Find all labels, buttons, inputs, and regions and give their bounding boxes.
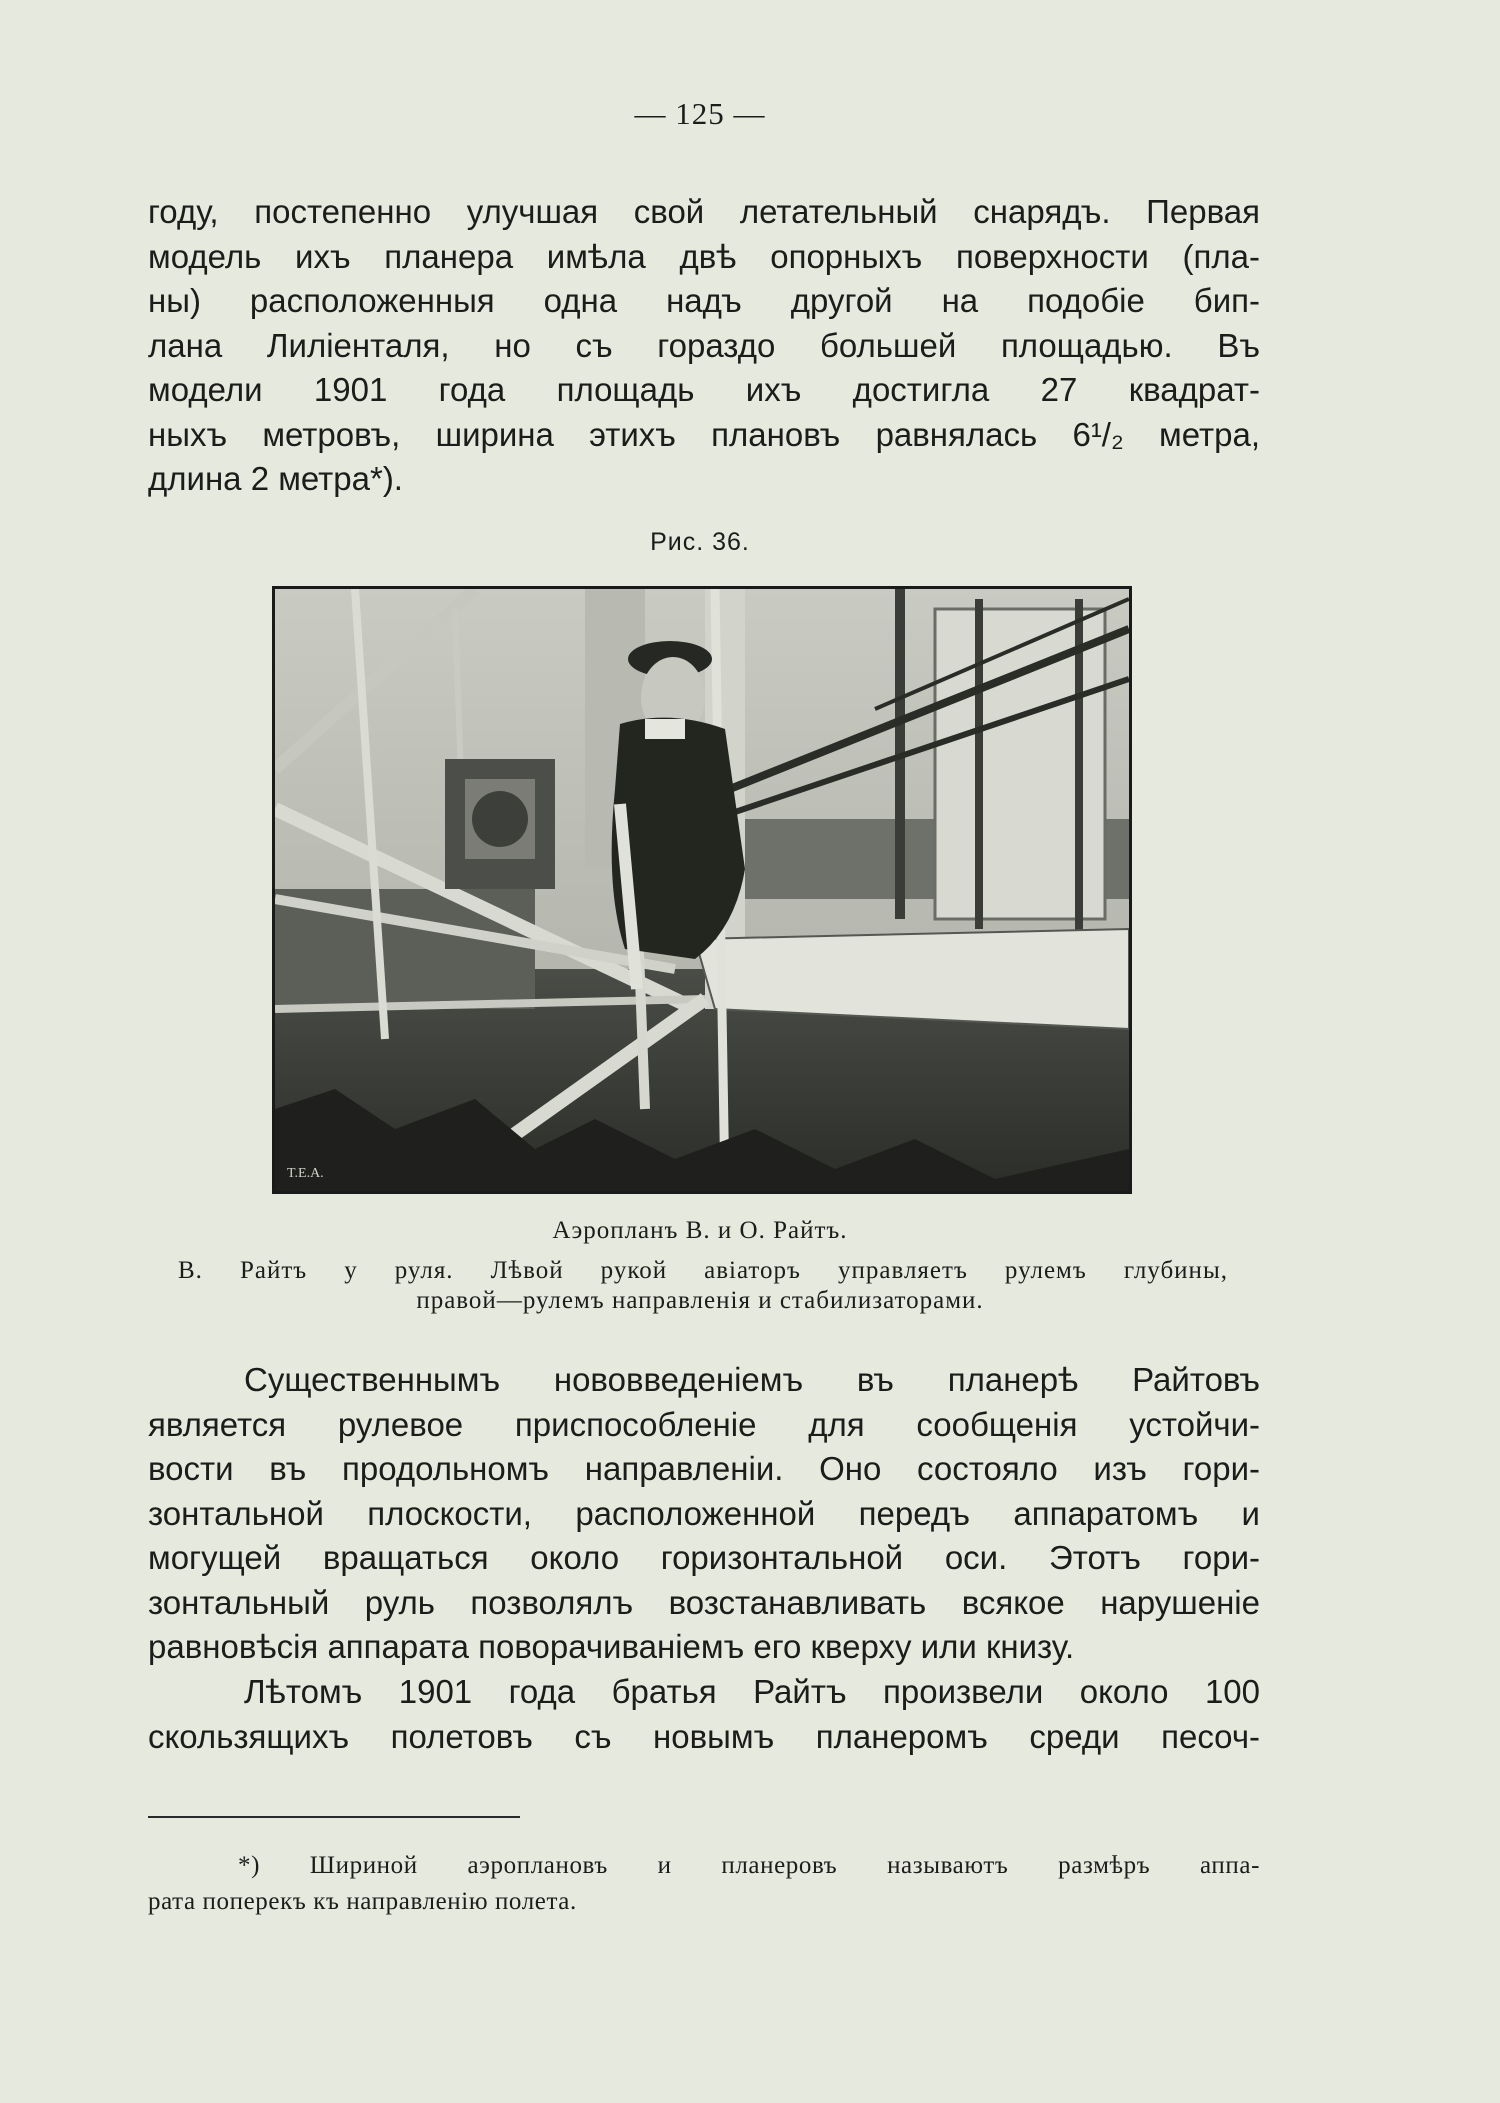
paragraph-3 [148,1670,1260,1759]
text-line: является рулевое приспособленіе для сообщенія устойчи- [148,1405,1260,1443]
wright-aeroplane-photo [275,589,1129,1191]
text-line: Лѣтомъ 1901 года братья Райтъ произвели около 100 [244,1673,1260,1710]
figure-label: Рис. 36. [650,528,750,556]
text-line: ныхъ метровъ, ширина этихъ плановъ равнялась 6¹/₂ метра, [148,415,1260,453]
figure-caption-line: правой—рулемъ направленія и стабилизаторами. [416,1287,984,1314]
text-line: Существеннымъ нововведеніемъ въ планерѣ Райтовъ [244,1361,1260,1398]
footnote-line: *) Шириной аэроплановъ и планеровъ называютъ размѣръ аппа- [238,1852,1260,1879]
figure-caption-line: В. Райтъ у руля. Лѣвой рукой авіаторъ управляетъ рулемъ глубины, [178,1257,1228,1284]
footnote-line: рата поперекъ къ направленію полета. [148,1888,577,1915]
figure-caption-title: Аэропланъ В. и О. Райтъ. [552,1217,848,1244]
text-line: году, постепенно улучшая свой летательный снарядъ. Первая [148,193,1260,230]
text-line: длина 2 метра*). [148,460,403,497]
page-number: — 125 — [634,96,766,131]
svg-text:T.E.A.: T.E.A. [287,1166,324,1181]
text-line: зонтальный руль позволялъ возстанавливать всякое нарушеніе [148,1583,1260,1621]
text-line: скользящихъ полетовъ съ новымъ планеромъ среди песоч- [148,1717,1260,1755]
text-line: вости въ продольномъ направленіи. Оно состояло изъ гори- [148,1450,1260,1487]
paragraph-1 [148,190,1260,502]
text-line: равновѣсія аппарата поворачиваніемъ его кверху или книзу. [148,1628,1075,1665]
text-line: лана Лиліенталя, но съ гораздо большей площадью. Въ [148,326,1260,364]
footnote [148,1848,1260,1920]
text-line: модели 1901 года площадь ихъ достигла 27 квадрат- [148,371,1260,408]
paragraph-2 [148,1358,1260,1670]
text-line: зонтальной плоскости, расположенной передъ аппаратомъ и [148,1494,1260,1532]
text-line: могущей вращаться около горизонтальной оси. Этотъ гори- [148,1539,1260,1576]
figure-photo [272,586,1132,1194]
text-line: ны) расположенныя одна надъ другой на подобіе бип- [148,282,1260,319]
text-line: модель ихъ планера имѣла двѣ опорныхъ поверхности (пла- [148,237,1260,275]
footnote-rule [148,1816,520,1818]
